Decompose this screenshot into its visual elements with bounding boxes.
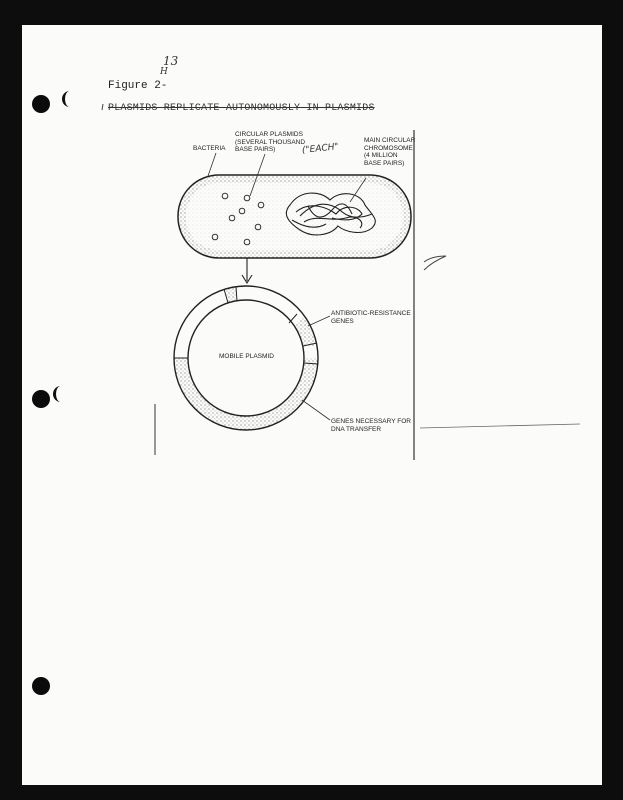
handwritten-figure-letter: H [160,67,168,77]
title-margin-mark [102,104,103,110]
dna-transfer-pointer [302,400,330,420]
antibiotic-pointer [308,316,330,326]
figure-label: Figure 2- [108,80,168,92]
mobile-plasmid-label: MOBILE PLASMID [219,353,274,360]
bacteria-label: BACTERIA [193,145,226,152]
handwritten-each-note: ("EACH" [301,142,340,156]
handwritten-figure-number: 13 [163,54,179,68]
bacterium-interior [186,183,403,250]
circular-plasmids-label: CIRCULAR PLASMIDS (SEVERAL THOUSAND BASE PAIRS) [235,131,306,153]
dna-transfer-genes-label: GENES NECESSARY FOR DNA TRANSFER [331,418,411,433]
antibiotic-resistance-label: ANTIBIOTIC-RESISTANCE GENES [331,310,411,325]
figure-title: PLASMIDS REPLICATE AUTONOMOUSLY IN PLASMIDS [108,103,375,114]
main-chromosome-label: MAIN CIRCULAR CHROMOSOME (4 MILLION BASE PAIRS) [364,137,416,167]
margin-line-bottom [420,424,580,428]
margin-mark-right [424,256,446,270]
bacteria-pointer [208,153,216,176]
